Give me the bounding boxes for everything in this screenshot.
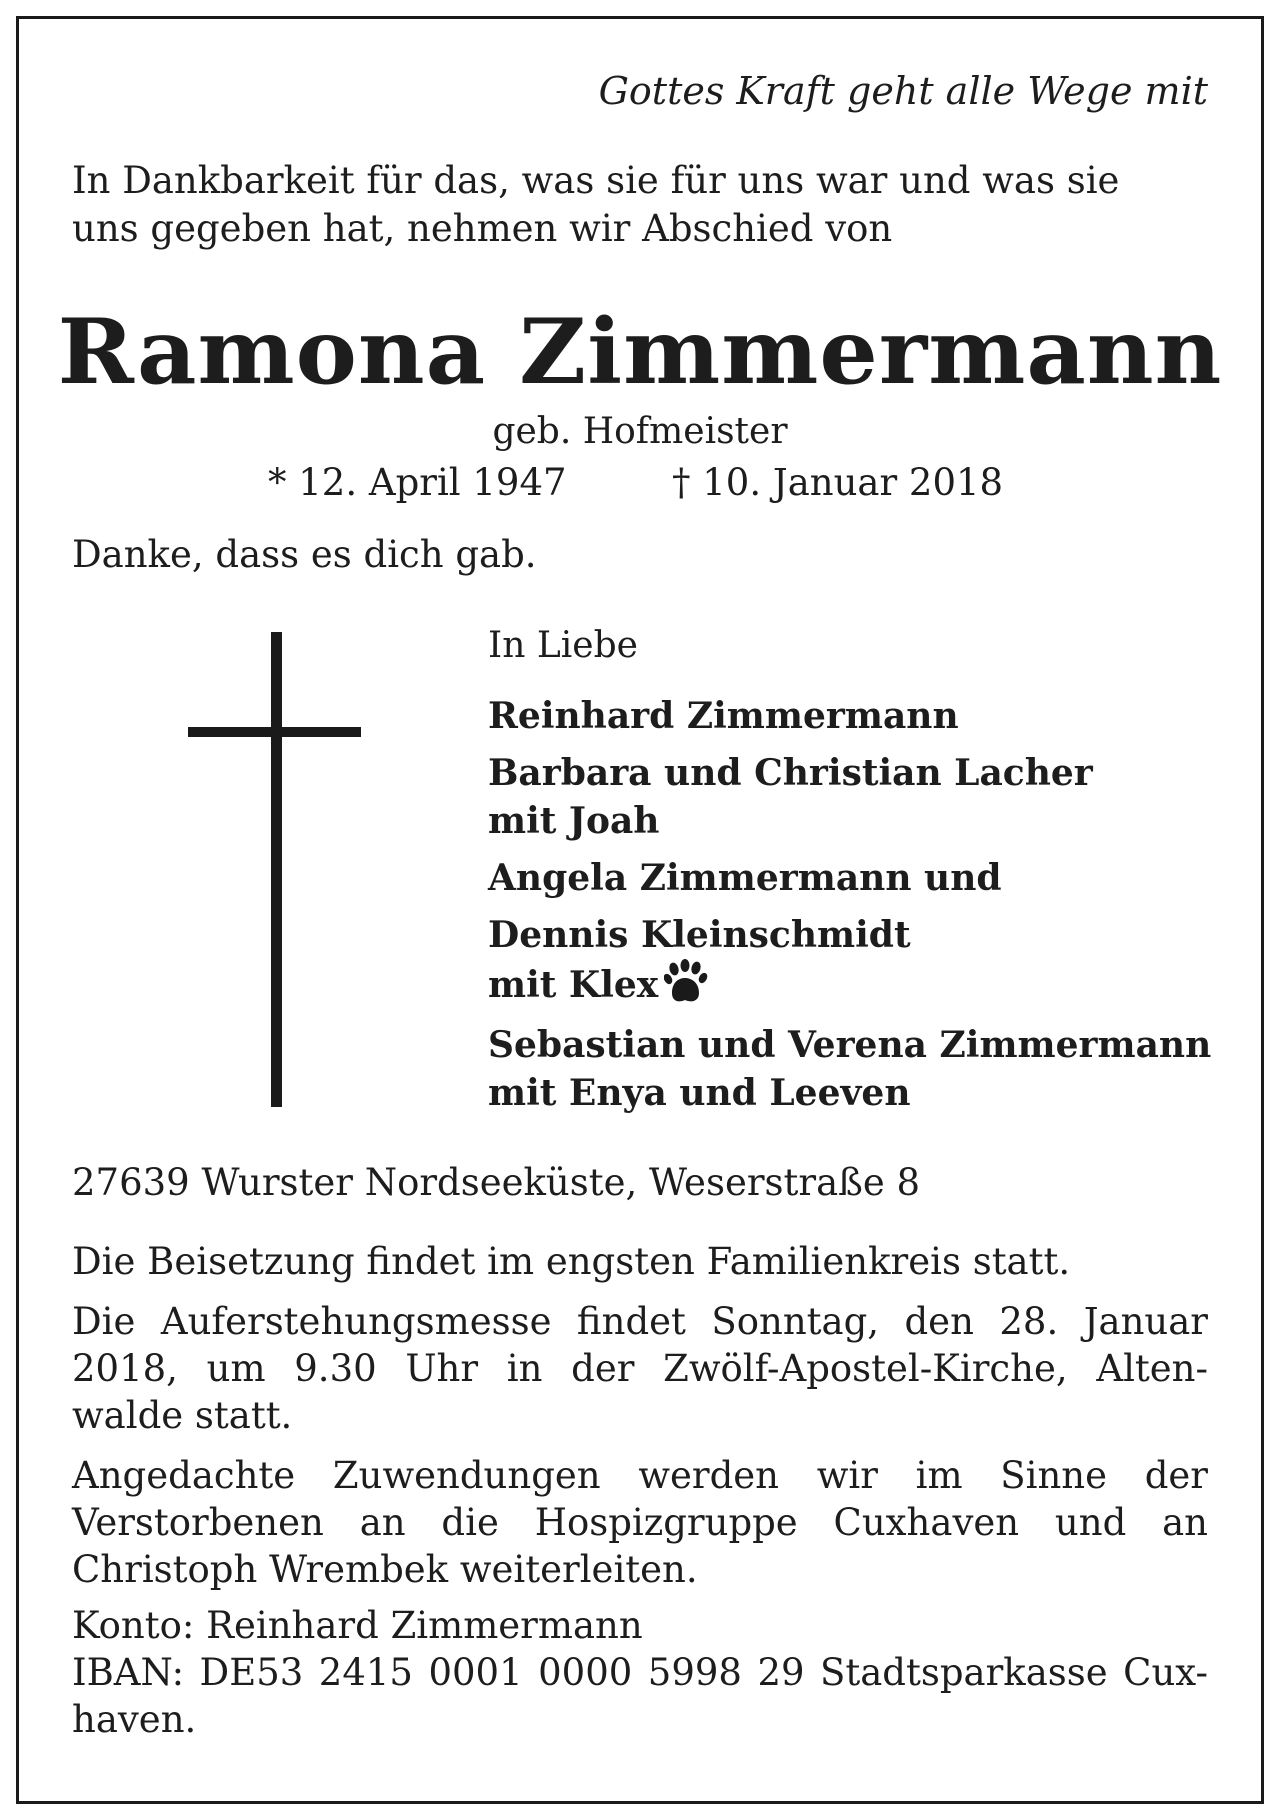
deceased-name: Ramona Zimmermann: [57, 299, 1223, 405]
mass-line: 2018, um 9.30 Uhr in der Zwölf-Apostel-Kirche, Alten-: [72, 1347, 1208, 1390]
bank-line: haven.: [72, 1698, 197, 1741]
bank-paragraph: [72, 1602, 1208, 1743]
donation-line: Christoph Wrembek weiterleiten.: [72, 1548, 698, 1591]
mass-line: walde statt.: [72, 1394, 293, 1437]
bank-line: Konto: Reinhard Zimmermann: [72, 1604, 643, 1647]
donation-line: Angedachte Zuwendungen werden wir im Sinne der: [72, 1454, 1208, 1497]
funeral-note-line: Die Beisetzung findet im engsten Familienkreis statt.: [72, 1240, 1071, 1283]
mass-line: Die Auferstehungsmesse findet Sonntag, den 28. Januar: [72, 1300, 1208, 1343]
family-line: mit Klex: [488, 964, 659, 1006]
family-line-with-paw: [488, 959, 1211, 1017]
family-heading: In Liebe: [488, 625, 638, 666]
intro-text: [72, 157, 1208, 253]
family-line: Barbara und Christian Lacher: [488, 752, 1093, 794]
family-line: mit Enya und Leeven: [488, 1072, 911, 1114]
family-line: Dennis Kleinschmidt: [488, 914, 911, 956]
family-group: [488, 692, 1211, 740]
family-group: [488, 854, 1211, 902]
cross-horizontal-bar: [188, 727, 361, 737]
bank-line: IBAN: DE53 2415 0001 0000 5998 29 Stadtsparkasse Cux-: [72, 1651, 1208, 1694]
family-line: Sebastian und Verena Zimmermann: [488, 1024, 1212, 1066]
paw-print-icon: [664, 959, 708, 1017]
family-list: [488, 622, 1211, 1126]
motto: Gottes Kraft geht alle Wege mit: [598, 69, 1208, 113]
intro-line: uns gegeben hat, nehmen wir Abschied von: [72, 207, 893, 250]
donation-line: Verstorbenen an die Hospizgruppe Cuxhaven und an: [72, 1501, 1208, 1544]
maiden-name: geb. Hofmeister: [492, 411, 788, 452]
intro-line: In Dankbarkeit für das, was sie für uns war und was sie: [72, 159, 1120, 202]
family-group: [488, 749, 1211, 845]
cross-vertical-bar: [271, 632, 282, 1107]
thanks-line: Danke, dass es dich gab.: [72, 533, 537, 576]
funeral-note: [72, 1238, 1208, 1285]
family-line: Angela Zimmermann und: [488, 857, 1002, 899]
mass-paragraph: [72, 1298, 1208, 1439]
address: 27639 Wurster Nordseeküste, Weserstraße 8: [72, 1161, 921, 1204]
family-group: [488, 1021, 1211, 1117]
family-line: Reinhard Zimmermann: [488, 695, 959, 737]
death-date: † 10. Januar 2018: [672, 461, 1004, 504]
donation-paragraph: [72, 1452, 1208, 1593]
family-line: mit Joah: [488, 800, 660, 842]
family-group: [488, 911, 1211, 1017]
birth-date: * 12. April 1947: [268, 461, 567, 504]
